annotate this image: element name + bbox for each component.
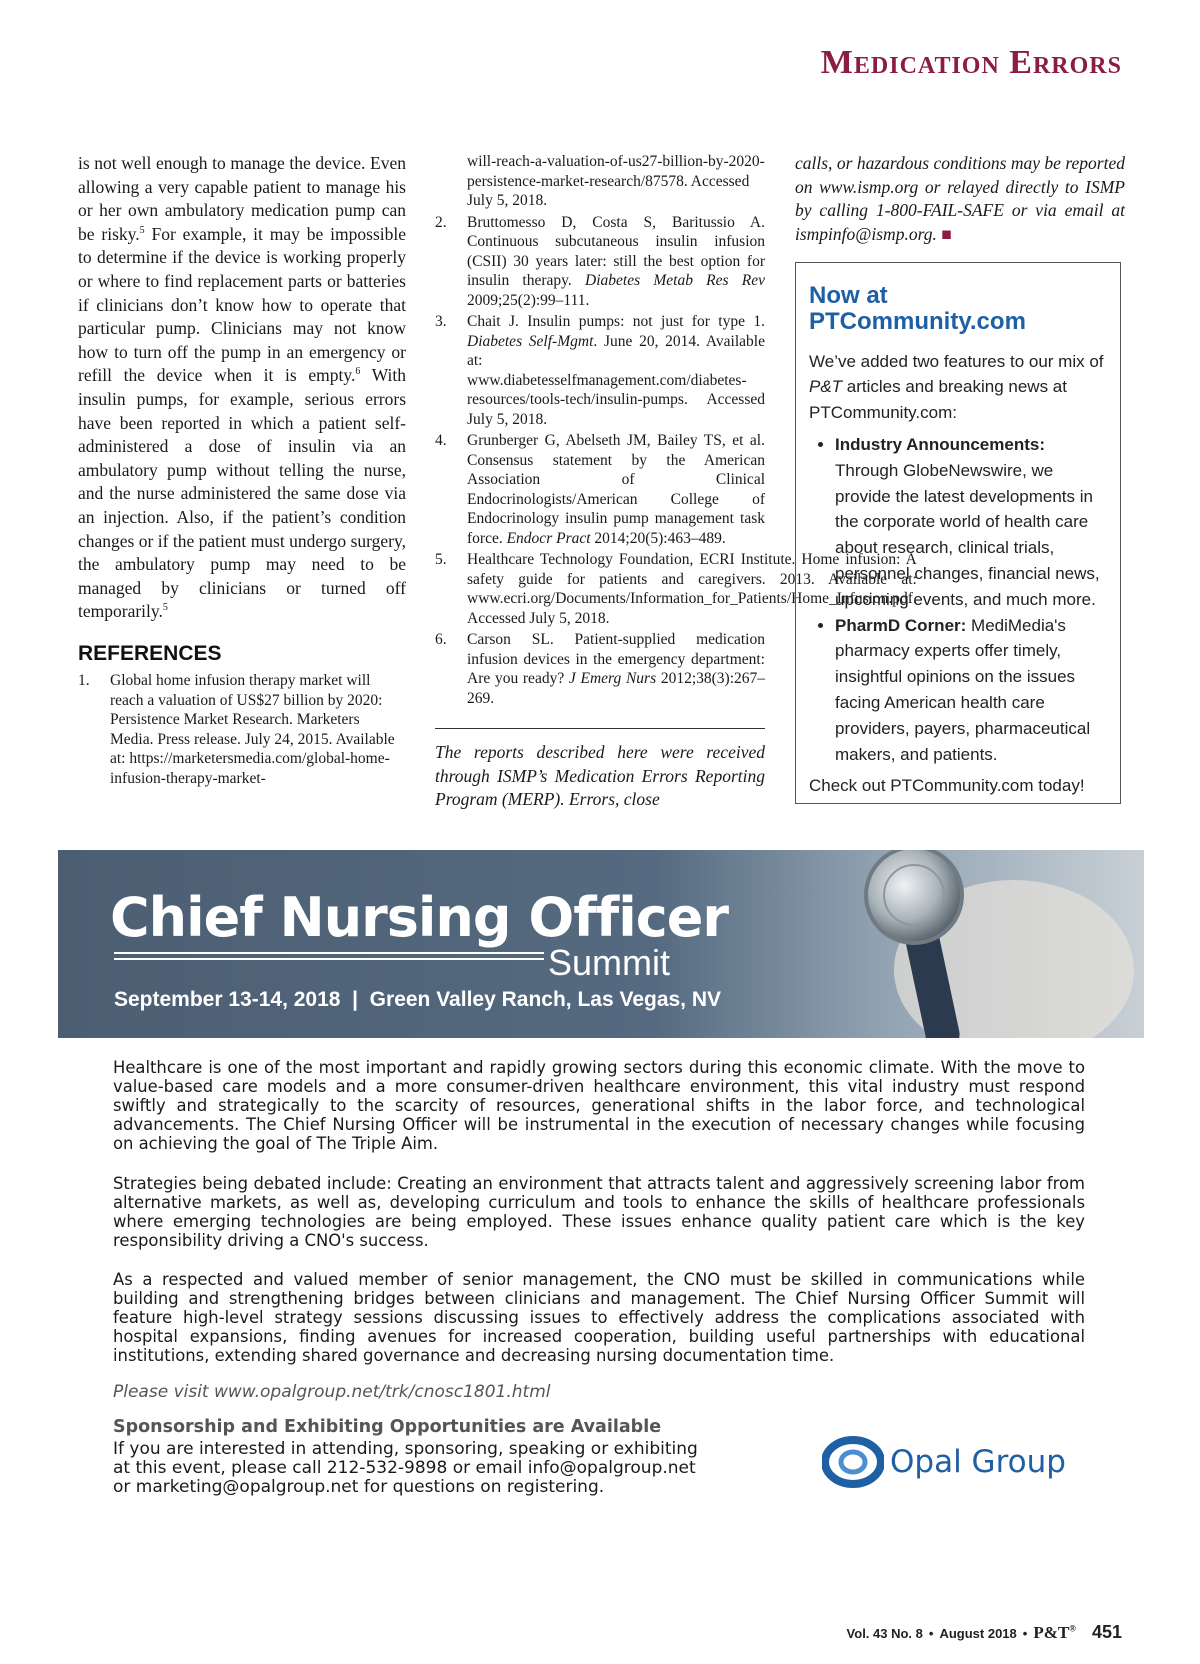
column-1 [78,152,406,790]
paragraph-text: is not well enough to manage the device. Even allowing a very capable patient to manage his or her own ambulatory medication pump can be risky. [78,153,406,244]
reference-text: 2012;38(3):267–269. [467,670,766,707]
reference-text: Carson SL. Patient-supplied medication infusion devices in the emergency department: Are you ready? [467,631,765,687]
journal-brand: P&T® [1033,1623,1076,1642]
ptcommunity-box [795,262,1121,804]
title-rule [114,952,544,954]
citation-6: 6 [355,366,361,378]
reference-number: 2. [435,213,447,231]
opal-group-logo [822,1436,1066,1488]
box-outro: Check out PTCommunity.com today! [809,776,1085,796]
feature-list [809,432,1106,767]
reference-item [435,630,765,708]
journal-name: P&T [809,377,843,397]
reference-item [78,671,406,788]
logo-text: Opal Group [890,1444,1066,1480]
stethoscope-image [764,850,1144,1038]
paragraph-text: With insulin pumps, for example, serious errors have been reported in which a patient self-administered a dose of insulin via an ambulatory pump without telling the nurse, and the nurse administered the same dose via an injection. Also, if the patient’s condition changes or if the patient must undergo surgery, the ambulatory pump may need to be managed by clinicians or turned off temporarily. [78,365,406,622]
reference-item [435,312,765,429]
reference-number: 6. [435,631,447,648]
citation-5: 5 [162,602,168,614]
ad-banner [58,850,1144,1038]
reference-item [435,431,765,548]
issue-date: August 2018 [939,1626,1017,1641]
column-3 [795,152,1125,246]
feature-item-industry-announcements: • Industry Announcements: Through GlobeNewswire, we provide the latest developments in the corporate world of health care about research, clinical trials, personnel changes, financial news, upcoming events, and much more. [835,432,1106,613]
page-number: 451 [1091,1622,1122,1642]
visit-link[interactable]: Please visit www.opalgroup.net/trk/cnosc1801.html [113,1382,551,1402]
box-title: Now at PTCommunity.com [809,282,1026,335]
reference-text: will-reach-a-valuation-of-us27-billion-by-2020-persistence-market-research/87578. Accessed July 5, 2018. [467,153,765,209]
column-2 [435,152,917,812]
reference-number: 3. [435,313,447,330]
ad-subtitle: Summit [548,942,671,983]
paragraph-text: For example, it may be impossible to determine if the device is working properly or where to find replacement parts or batteries if clinicians don’t know how to operate that particular pump. Clinicians may not know how to turn off the pump in an emergency or refill the device when it is empty. [78,223,406,386]
event-date-location: September 13-14, 2018 | Green Valley Ranch, Las Vegas, NV [114,988,722,1011]
reference-text: 2014;20(5):463–489. [590,529,726,547]
section-title: Medication Errors [820,44,1122,81]
sponsorship-text: If you are interested in attending, sponsoring, speaking or exhibiting at this event, please call 212-532-9898 or email info@opalgroup.net or marketing@opalgroup.net for questions on registering. [113,1439,698,1497]
reference-item [435,550,917,628]
page-footer [847,1622,1122,1643]
reference-number: 1. [78,672,90,690]
feature-item-pharmd-corner: • PharmD Corner: MediMedia's pharmacy experts offer timely, insightful opinions on the issues facing American health care providers, payers, pharmaceutical makers, and patients. [835,613,1106,768]
box-intro: We’ve added two features to our mix of P&T articles and breaking news at PTCommunity.com: [809,351,1104,423]
merp-note-continued [795,152,1125,246]
end-square-icon: ■ [941,223,952,244]
reference-number: 4. [435,432,447,449]
title-rule [114,958,544,960]
merp-note: The reports described here were received through ISMP’s Medication Errors Reporting Program (MERP). Errors, close [435,728,765,812]
references-heading: REFERENCES [78,641,222,665]
reference-text: . June 20, 2014. Available at: www.diabetesselfmanagement.com/diabetes-resources/tools-tech/insulin-pumps. Accessed July 5, 2018. [467,332,765,428]
ad-paragraph-3: As a respected and valued member of senior management, the CNO must be skilled in communications while building and strengthening bridges between clinicians and management. The Chief Nursing Officer Summit will feature high-level strategy sessions discussing issues to effectively address the complications associated with hospital expansions, finding avenues for increased cooperation, building useful partnerships with educational institutions, extending shared governance and decreasing nursing documentation time. [113,1270,1085,1365]
reference-text: Global home infusion therapy market will reach a valuation of US$27 billion by 2020: Persistence Market Research. Marketers Media. Press release. July 24, 2015. Available at: https://marketersmedia.com/global-home-infusion-therapy-market- [110,672,395,787]
issue-number: Vol. 43 No. 8 [846,1626,923,1641]
journal-name: Diabetes Metab Res Rev [585,272,766,289]
separator-dot: • [928,1626,934,1641]
reference-text: Healthcare Technology Foundation, ECRI Institute. Home infusion: A safety guide for patients and caregivers. 2013. Available at: www.ecri.org/Documents/Information_for_Patients/Home_Infusion.pdf. Accessed July 5, 2018. [467,551,917,627]
reference-text: Grunberger G, Abelseth JM, Bailey TS, et al. Consensus statement by the American Association of Clinical Endocrinologists/American College of Endocrinology insulin pump management task force. [467,432,765,547]
journal-name: Endocr Pract [506,529,591,547]
reference-item [435,213,765,311]
body-paragraph [78,152,406,624]
note-text: calls, or hazardous conditions may be reported on www.ismp.org or relayed directly to ISMP by calling 1-800-FAIL-SAFE or via email at ismpinfo@ismp.org. [795,153,1125,244]
citation-5: 5 [139,224,145,236]
ad-paragraph-2: Strategies being debated include: Creating an environment that attracts talent and aggressively screening labor from alternative markets, as well as, developing curriculum and tools to enhance the skills of healthcare professionals where emerging technologies are being employed. These issues enhance quality patient care which is the key responsibility driving a CNO's success. [113,1174,1085,1250]
opal-swirl-icon [822,1436,884,1488]
ad-title: Chief Nursing Officer [110,886,728,949]
reference-text: 2009;25(2):99–111. [467,291,590,309]
reference-item [435,152,765,211]
journal-name: Diabetes Self-Mgmt [467,332,594,350]
ad-paragraph-1: Healthcare is one of the most important and rapidly growing sectors during this economic climate. With the move to value-based care models and a more consumer-driven healthcare environment, this vital industry must respond swiftly and strategically to the scarcity of resources, generational shifts in the labor force, and technological advancements. The Chief Nursing Officer will be instrumental in the execution of necessary changes while focusing on achieving the goal of The Triple Aim. [113,1058,1085,1153]
journal-name: J Emerg Nurs [568,670,657,687]
sponsorship-heading: Sponsorship and Exhibiting Opportunities are Available [113,1417,662,1437]
reference-number: 5. [435,551,447,568]
reference-text: Bruttomesso D, Costa S, Baritussio A. Continuous subcutaneous insulin infusion (CSII) 30 years later: still the best option for insulin therapy. [467,213,765,289]
separator-dot: • [1022,1626,1028,1641]
reference-text: Chait J. Insulin pumps: not just for type 1. [467,313,765,330]
